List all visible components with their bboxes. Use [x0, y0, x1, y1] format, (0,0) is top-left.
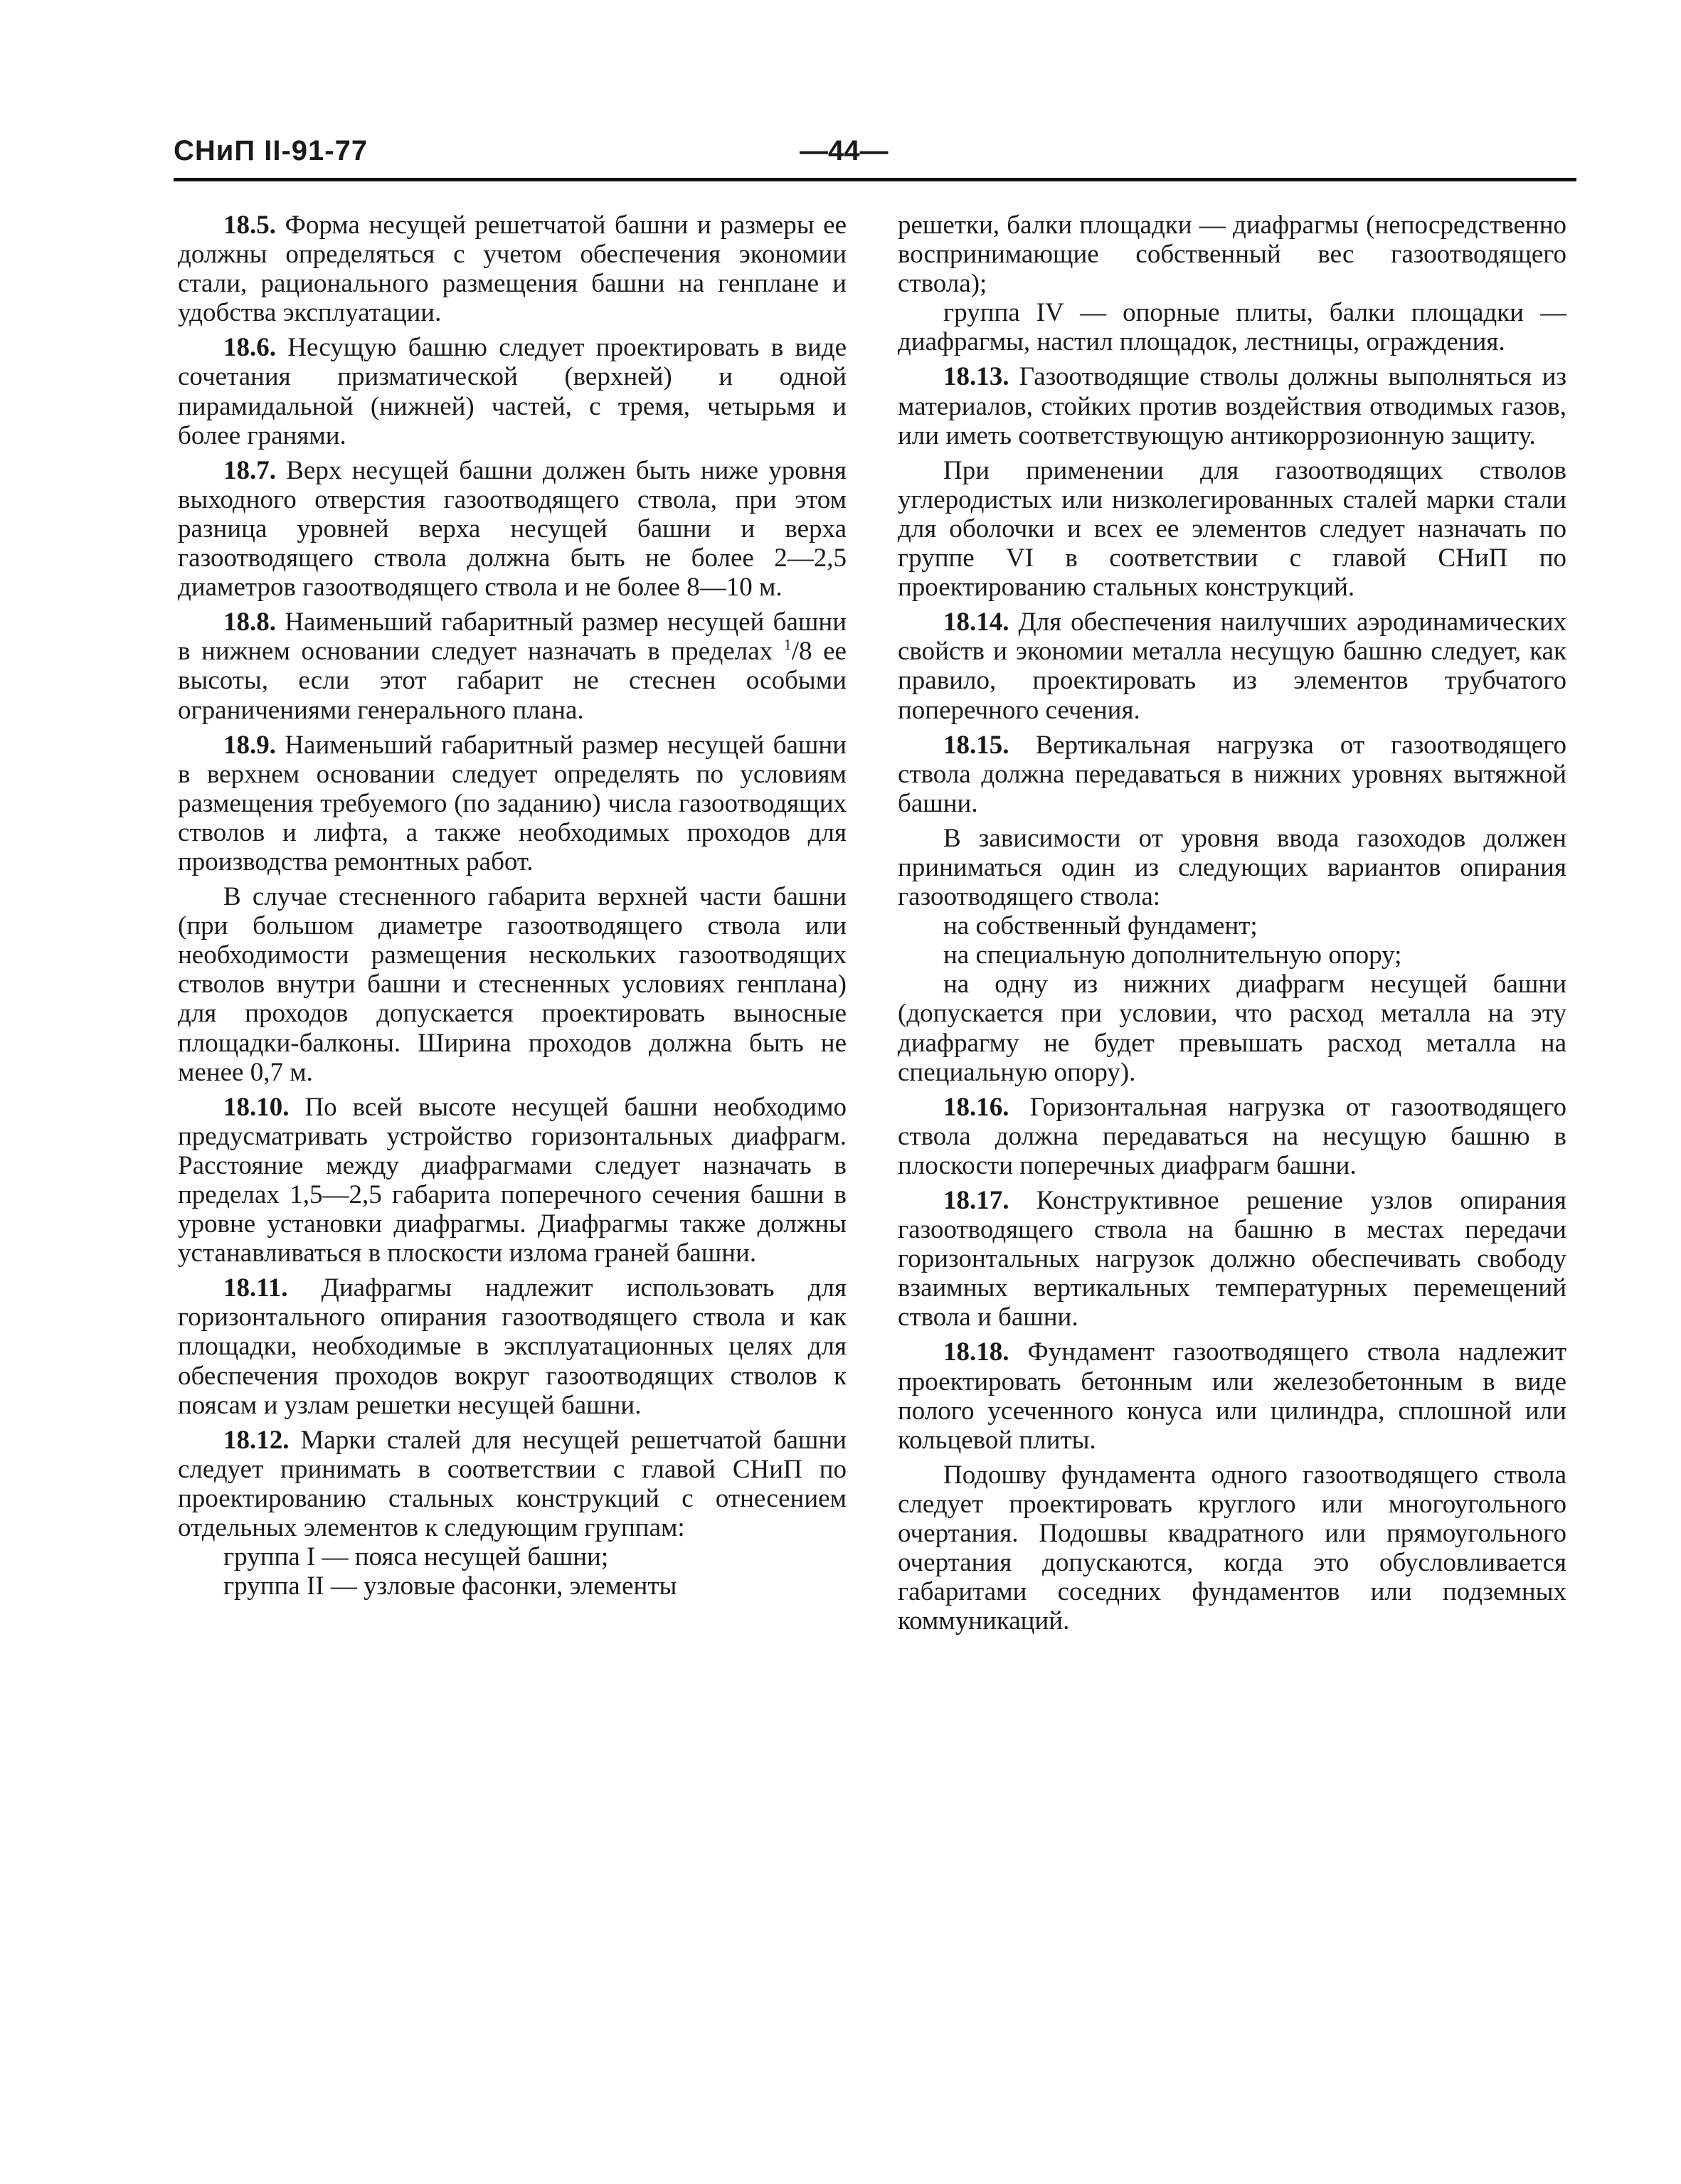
clause-18-9-continuation: В случае стесненного габарита верхней части башни (при большом диаметре газоотводящего ствола или необходимости размещения нескольких газоотводящих стволов внутри башни и стесненных условиях генплана) для проходов допускается проектировать выносные площадки-балконы. Ширина проходов должна быть не менее 0,7 м. — [178, 882, 847, 1087]
clause-text: Вертикальная нагрузка от газоотводящего ствола должна передаваться в нижних уровнях вытяжной башни. — [898, 730, 1566, 818]
clause-number: 18.8. — [223, 608, 276, 637]
clause-number: 18.5. — [223, 211, 276, 240]
clause-18-14 — [898, 608, 1566, 724]
document-code: СНиП II-91-77 — [174, 135, 368, 166]
clause-number: 18.13. — [943, 362, 1009, 392]
support-option-1: на собственный фундамент; — [943, 911, 1258, 941]
clause-18-13 — [898, 362, 1566, 450]
clause-text: Наименьший габаритный размер несущей башни в верхнем основании следует определять по условиям размещения требуемого (по заданию) числа газоотводящих стволов и лифта, а также необходимых проходов для производства ремонтных работ. — [178, 730, 847, 876]
clause-text: Марки сталей для несущей решетчатой башни следует принимать в соответствии с главой СНиП по проектированию стальных конструкций с отнесением отдельных элементов к следующим группам: — [178, 1425, 847, 1543]
clause-18-15 — [898, 731, 1566, 818]
steel-group-1: группа I — пояса несущей башни; — [223, 1542, 609, 1572]
clause-text: Конструктивное решение узлов опирания газоотводящего ствола на башню в местах передачи горизонтальных нагрузок должно обеспечивать свободу взаимных вертикальных температурных перемещений ствола и башни. — [898, 1186, 1566, 1332]
clause-number: 18.6. — [223, 333, 276, 363]
clause-18-18-continuation: Подошву фундамента одного газоотводящего ствола следует проектировать круглого или многоугольного очертания. Подошвы квадратного или прямоугольного очертания допускаются, когда это обусловливается габаритами соседних фундаментов или подземных коммуникаций. — [898, 1460, 1566, 1636]
clause-text: По всей высоте несущей башни необходимо предусматривать устройство горизонтальных диафрагм. Расстояние между диафрагмами следует назначать в пределах 1,5—2,5 габарита поперечного сечения башни в уровне установки диафрагмы. Диафрагмы также должны устанавливаться в плоскости излома граней башни. — [178, 1092, 847, 1268]
left-column — [178, 211, 847, 1601]
clause-18-13-continuation: При применении для газоотводящих стволов углеродистых или низколегированных сталей марки стали для оболочки и всех ее элементов следует назначать по группе VI в соответствии с главой СНиП по проектированию стальных конструкций. — [898, 455, 1566, 603]
clause-number: 18.12. — [223, 1425, 290, 1455]
clause-number: 18.16. — [943, 1092, 1009, 1122]
clause-text: Горизонтальная нагрузка от газоотводящего ствола должна передаваться на несущую башню в плоскости поперечных диафрагм башни. — [898, 1092, 1566, 1180]
steel-group-4: группа IV — опорные плиты, балки площадки — диафрагмы, настил площадок, лестницы, ограждения. — [898, 298, 1566, 357]
clause-text: Наименьший габаритный размер несущей башни в нижнем основании следует назначать в пределах — [178, 608, 847, 667]
clause-number: 18.14. — [943, 608, 1009, 637]
clause-18-11 — [178, 1273, 847, 1419]
clause-number: 18.17. — [943, 1186, 1009, 1215]
clause-18-16 — [898, 1093, 1566, 1180]
clause-text: Для обеспечения наилучших аэродинамических свойств и экономии металла несущую башню следует, как правило, проектировать из элементов трубчатого поперечного сечения. — [898, 608, 1566, 725]
clause-18-6 — [178, 333, 847, 450]
page-number: —44— — [800, 135, 889, 166]
clause-number: 18.18. — [943, 1337, 1009, 1367]
support-option-3: на одну из нижних диафрагм несущей башни (допускается при условии, что расход металла на эту диафрагму не будет превышать расход металла на специальную опору). — [898, 970, 1566, 1087]
clause-18-10 — [178, 1093, 847, 1268]
clause-18-15-continuation: В зависимости от уровня ввода газоходов должен приниматься один из следующих вариантов опирания газоотводящего ствола: — [898, 823, 1566, 912]
clause-18-8 — [178, 608, 847, 724]
clause-18-12 — [178, 1426, 847, 1542]
right-column — [898, 211, 1566, 1636]
steel-group-2-continuation: решетки, балки площадки — диафрагмы (непосредственно воспринимающие собственный вес газоотводящего ствола); — [898, 211, 1566, 299]
clause-text: Несущую башню следует проектировать в виде сочетания призматической (верхней) и одной пирамидальной (нижней) частей, с тремя, четырьмя и более гранями. — [178, 333, 847, 450]
clause-18-18 — [898, 1337, 1566, 1454]
fraction-denominator: /8 — [791, 637, 812, 667]
clause-18-17 — [898, 1186, 1566, 1332]
clause-number: 18.11. — [223, 1273, 288, 1303]
fraction-numerator: 1 — [783, 635, 792, 654]
clause-text: Фундамент газоотводящего ствола надлежит проектировать бетонным или железобетонным в виде полого усеченного конуса или цилиндра, сплошной или кольцевой плиты. — [898, 1337, 1566, 1455]
steel-group-2-start: группа II — узловые фасонки, элементы — [223, 1571, 677, 1601]
clause-18-7 — [178, 456, 847, 602]
clause-number: 18.7. — [223, 455, 276, 485]
page-header — [174, 135, 1576, 178]
header-rule — [174, 178, 1576, 181]
clause-text: Верх несущей башни должен быть ниже уровня выходного отверстия газоотводящего ствола, при этом разница уровней верха несущей башни и верха газоотводящего ствола должна быть не более 2—2,5 диаметров газоотводящего ствола и не более 8—10 м. — [178, 455, 847, 603]
clause-text: ее высоты, если этот габарит не стеснен особыми ограничениями генерального плана. — [178, 637, 847, 725]
clause-number: 18.10. — [223, 1092, 290, 1122]
clause-18-5 — [178, 211, 847, 327]
clause-number: 18.9. — [223, 730, 276, 760]
clause-number: 18.15. — [943, 730, 1009, 760]
clause-text: Диафрагмы надлежит использовать для горизонтального опирания газоотводящего ствола и как площадки, необходимые в эксплуатационных целях для обеспечения проходов вокруг газоотводящих стволов к поясам и узлам решетки несущей башни. — [178, 1273, 847, 1420]
clause-text: Газоотводящие стволы должны выполняться из материалов, стойких против воздействия отводимых газов, или иметь соответствующую антикоррозионную защиту. — [898, 362, 1566, 450]
clause-18-9 — [178, 731, 847, 876]
support-option-2: на специальную дополнительную опору; — [943, 940, 1402, 970]
clause-text: Форма несущей решетчатой башни и размеры ее должны определяться с учетом обеспечения экономии стали, рационального размещения башни на генплане и удобства эксплуатации. — [178, 211, 847, 328]
